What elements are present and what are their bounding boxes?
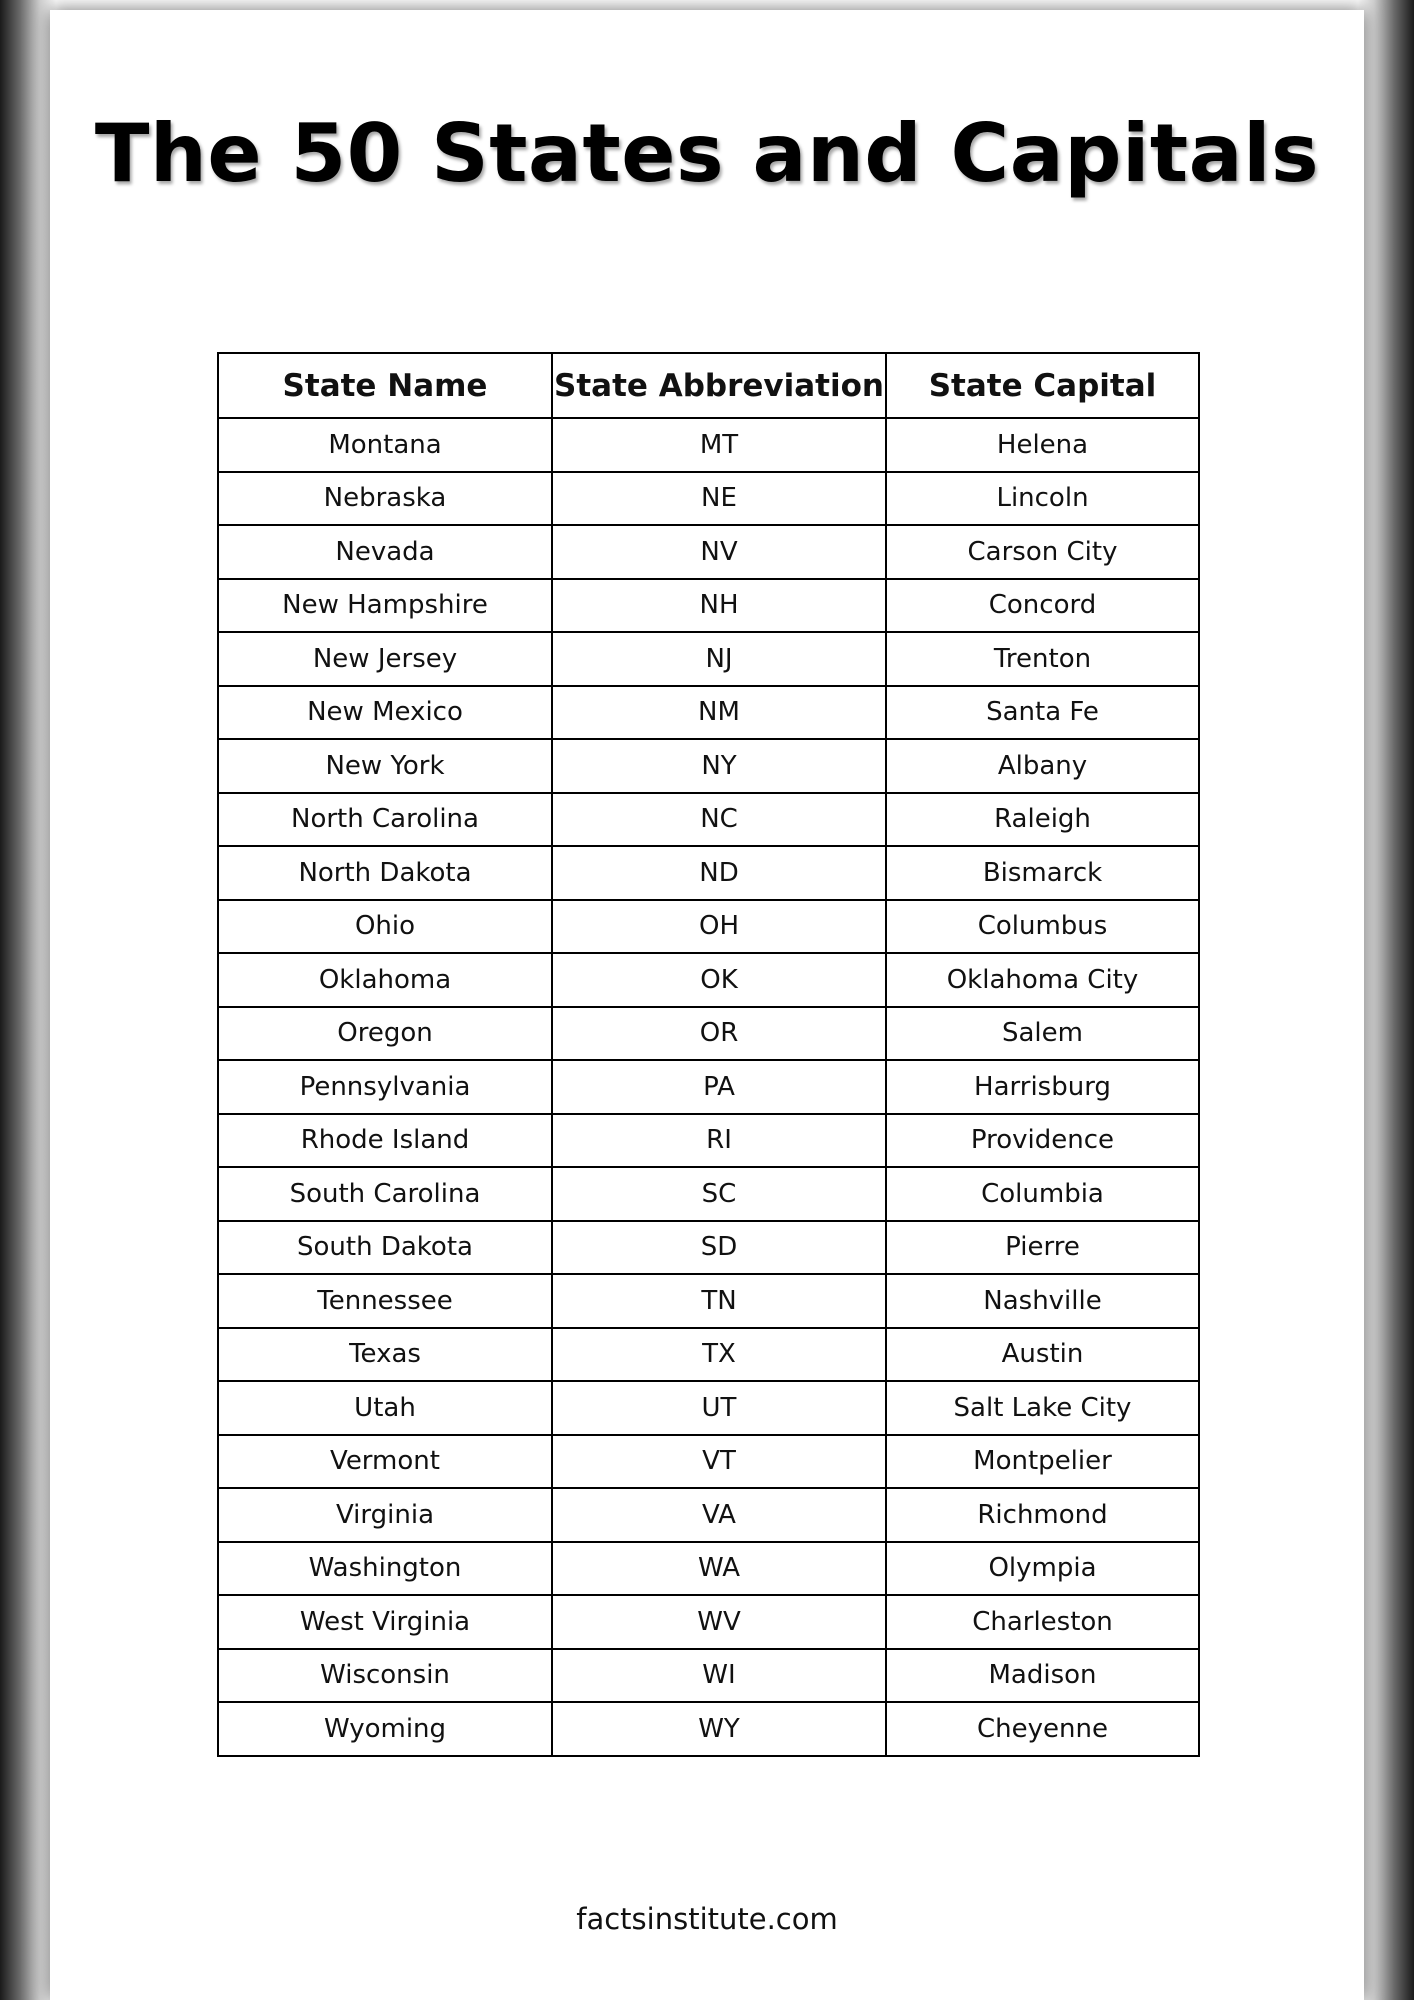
cell-state-capital: Providence [886,1114,1199,1168]
cell-state-capital: Oklahoma City [886,953,1199,1007]
states-table [217,352,1200,1757]
page-title: The 50 States and Capitals [94,107,1320,200]
table-row [218,953,1199,1007]
table-row [218,686,1199,740]
cell-state-capital: Trenton [886,632,1199,686]
cell-state-abbreviation: TX [552,1328,886,1382]
cell-state-capital: Pierre [886,1221,1199,1275]
table-row [218,472,1199,526]
table-row [218,1007,1199,1061]
cell-state-capital: Raleigh [886,793,1199,847]
table-row [218,1488,1199,1542]
header-state-abbreviation: State Abbreviation [552,353,886,418]
header-state-name: State Name [218,353,552,418]
cell-state-abbreviation: NY [552,739,886,793]
cell-state-abbreviation: WY [552,1702,886,1756]
cell-state-abbreviation: MT [552,418,886,472]
cell-state-capital: Helena [886,418,1199,472]
table-header-row [218,353,1199,418]
cell-state-name: North Dakota [218,846,552,900]
cell-state-abbreviation: OR [552,1007,886,1061]
table-row [218,1702,1199,1756]
table-row [218,525,1199,579]
table-row [218,1221,1199,1275]
cell-state-abbreviation: WI [552,1649,886,1703]
table-row [218,1649,1199,1703]
cell-state-abbreviation: SD [552,1221,886,1275]
table-row [218,1435,1199,1489]
cell-state-name: New Jersey [218,632,552,686]
cell-state-name: Rhode Island [218,1114,552,1168]
table-row [218,1328,1199,1382]
cell-state-capital: Santa Fe [886,686,1199,740]
cell-state-name: Texas [218,1328,552,1382]
cell-state-capital: Carson City [886,525,1199,579]
table-row [218,579,1199,633]
table-row [218,418,1199,472]
cell-state-abbreviation: OH [552,900,886,954]
cell-state-abbreviation: NJ [552,632,886,686]
cell-state-capital: Austin [886,1328,1199,1382]
cell-state-name: South Dakota [218,1221,552,1275]
cell-state-capital: Olympia [886,1542,1199,1596]
cell-state-name: Wisconsin [218,1649,552,1703]
cell-state-abbreviation: RI [552,1114,886,1168]
cell-state-capital: Columbia [886,1167,1199,1221]
table-row [218,1381,1199,1435]
cell-state-name: Montana [218,418,552,472]
cell-state-name: New Mexico [218,686,552,740]
cell-state-name: Nevada [218,525,552,579]
cell-state-abbreviation: ND [552,846,886,900]
cell-state-name: Oregon [218,1007,552,1061]
table-row [218,1167,1199,1221]
table-row [218,846,1199,900]
cell-state-abbreviation: SC [552,1167,886,1221]
cell-state-capital: Richmond [886,1488,1199,1542]
table-row [218,900,1199,954]
cell-state-name: West Virginia [218,1595,552,1649]
table-body [218,418,1199,1756]
cell-state-name: Pennsylvania [218,1060,552,1114]
cell-state-abbreviation: WA [552,1542,886,1596]
cell-state-capital: Nashville [886,1274,1199,1328]
cell-state-name: Washington [218,1542,552,1596]
cell-state-abbreviation: UT [552,1381,886,1435]
cell-state-capital: Albany [886,739,1199,793]
table-row [218,739,1199,793]
cell-state-capital: Madison [886,1649,1199,1703]
cell-state-name: Ohio [218,900,552,954]
cell-state-name: Tennessee [218,1274,552,1328]
cell-state-name: North Carolina [218,793,552,847]
cell-state-capital: Montpelier [886,1435,1199,1489]
table-row [218,793,1199,847]
cell-state-capital: Cheyenne [886,1702,1199,1756]
cell-state-capital: Lincoln [886,472,1199,526]
table-row [218,1542,1199,1596]
cell-state-capital: Bismarck [886,846,1199,900]
table-row [218,1274,1199,1328]
cell-state-abbreviation: VA [552,1488,886,1542]
cell-state-name: New York [218,739,552,793]
cell-state-capital: Salem [886,1007,1199,1061]
cell-state-abbreviation: NH [552,579,886,633]
cell-state-abbreviation: TN [552,1274,886,1328]
cell-state-abbreviation: WV [552,1595,886,1649]
table-row [218,1595,1199,1649]
states-table-container [217,352,1198,1757]
header-state-capital: State Capital [886,353,1199,418]
cell-state-name: South Carolina [218,1167,552,1221]
cell-state-abbreviation: NM [552,686,886,740]
cell-state-abbreviation: VT [552,1435,886,1489]
cell-state-abbreviation: NE [552,472,886,526]
cell-state-abbreviation: NV [552,525,886,579]
cell-state-name: Wyoming [218,1702,552,1756]
cell-state-capital: Salt Lake City [886,1381,1199,1435]
cell-state-name: New Hampshire [218,579,552,633]
table-row [218,1060,1199,1114]
cell-state-name: Utah [218,1381,552,1435]
table-row [218,632,1199,686]
cell-state-capital: Charleston [886,1595,1199,1649]
footer-site-name: factsinstitute.com [576,1902,838,1936]
cell-state-name: Oklahoma [218,953,552,1007]
cell-state-abbreviation: OK [552,953,886,1007]
cell-state-capital: Columbus [886,900,1199,954]
table-row [218,1114,1199,1168]
cell-state-name: Virginia [218,1488,552,1542]
cell-state-capital: Concord [886,579,1199,633]
cell-state-name: Nebraska [218,472,552,526]
cell-state-abbreviation: NC [552,793,886,847]
cell-state-abbreviation: PA [552,1060,886,1114]
cell-state-name: Vermont [218,1435,552,1489]
cell-state-capital: Harrisburg [886,1060,1199,1114]
